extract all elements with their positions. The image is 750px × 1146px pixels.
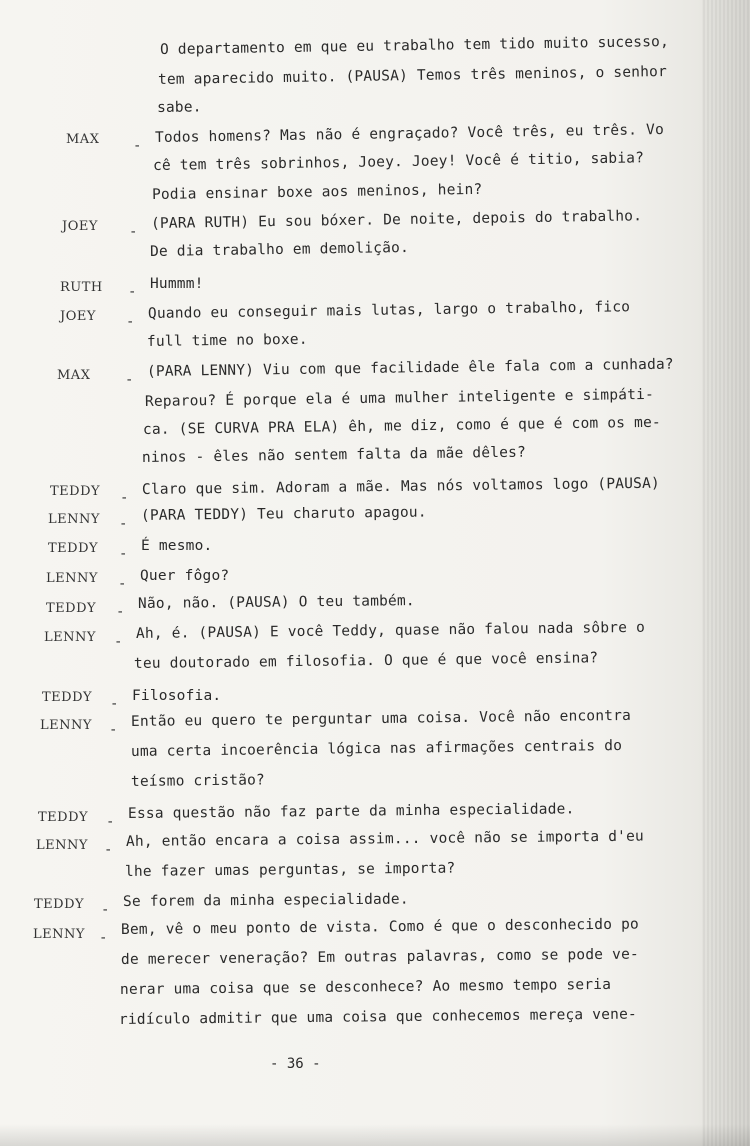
dialogue-line: Reparou? É porque ela é uma mulher inteligente e simpáti- xyxy=(144,386,655,410)
dialogue-line: Filosofia. xyxy=(132,688,222,704)
page-edge-shadow xyxy=(702,0,750,1146)
dialogue-line: Quer fôgo? xyxy=(140,568,230,584)
speaker-dash: - xyxy=(133,138,142,154)
dialogue-line: (PARA LENNY) Viu com que facilidade êle fala com a cunhada? xyxy=(146,356,674,380)
speaker-dash: - xyxy=(128,284,137,300)
speaker-name: JOEY xyxy=(62,219,98,234)
dialogue-line: Essa questão não faz parte da minha especialidade. xyxy=(127,801,575,822)
dialogue-line: lhe fazer umas perguntas, se importa? xyxy=(124,860,456,880)
speaker-name: LENNY xyxy=(46,571,98,586)
dialogue-line: Ah, então encara a coisa assim... você não se importa d'eu xyxy=(125,828,644,850)
speaker-name: MAX xyxy=(57,368,91,383)
dialogue-line: Não, não. (PAUSA) O teu também. xyxy=(137,593,415,612)
dialogue-line: Hummm! xyxy=(150,276,204,292)
speaker-name: TEDDY xyxy=(48,541,99,556)
speaker-dash: - xyxy=(109,722,118,738)
dialogue-line: O departamento em que eu trabalho tem tido muito sucesso, xyxy=(159,34,670,58)
dialogue-line: uma certa incoerência lógica nas afirmações centrais do xyxy=(130,738,623,760)
dialogue-line: sabe. xyxy=(156,99,202,116)
page-number: - 36 - xyxy=(270,1056,321,1072)
speaker-name: LENNY xyxy=(33,927,85,942)
dialogue-line: Ah, é. (PAUSA) E você Teddy, quase não falou nada sôbre o xyxy=(135,619,646,642)
speaker-dash: - xyxy=(116,604,125,620)
speaker-name: MAX xyxy=(66,132,100,147)
dialogue-line: (PARA RUTH) Eu sou bóxer. De noite, depois do trabalho. xyxy=(150,208,643,232)
speaker-dash: - xyxy=(119,516,128,532)
dialogue-line: Então eu quero te perguntar uma coisa. Você não encontra xyxy=(130,707,632,730)
speaker-name: LENNY xyxy=(48,512,100,527)
dialogue-line: Claro que sim. Adoram a mãe. Mas nós voltamos logo (PAUSA) xyxy=(141,475,660,498)
dialogue-line: Se forem da minha especialidade. xyxy=(122,891,409,910)
speaker-dash: - xyxy=(120,490,129,506)
speaker-name: JOEY xyxy=(60,309,96,324)
dialogue-line: de merecer veneração? Em outras palavras, como se pode ve- xyxy=(120,946,639,968)
dialogue-line: Todos homens? Mas não é engraçado? Você três, eu três. Vo xyxy=(154,122,665,146)
speaker-name: TEDDY xyxy=(38,810,89,825)
dialogue-line: É mesmo. xyxy=(141,538,213,554)
speaker-name: LENNY xyxy=(36,838,88,853)
speaker-dash: - xyxy=(126,314,135,330)
dialogue-line: teu doutorado em filosofia. O que é que você ensina? xyxy=(133,650,599,672)
dialogue-line: (PARA TEDDY) Teu charuto apagou. xyxy=(140,504,427,524)
speaker-dash: - xyxy=(125,372,134,388)
speaker-dash: - xyxy=(119,546,128,562)
speaker-name: RUTH xyxy=(60,280,103,295)
speaker-name: LENNY xyxy=(40,718,92,733)
speaker-dash: - xyxy=(118,576,127,592)
dialogue-line: ridículo admitir que uma coisa que conhecemos mereça vene- xyxy=(118,1006,637,1028)
page-bottom-shadow xyxy=(0,1124,750,1146)
speaker-dash: - xyxy=(110,696,119,712)
dialogue-line: full time no boxe. xyxy=(146,331,308,350)
dialogue-line: teísmo cristão? xyxy=(130,772,266,790)
speaker-dash: - xyxy=(114,634,123,650)
speaker-dash: - xyxy=(106,814,115,830)
speaker-dash: - xyxy=(99,930,108,946)
speaker-name: TEDDY xyxy=(42,690,93,705)
dialogue-line: tem aparecido muito. (PAUSA) Temos três meninos, o senhor xyxy=(157,64,668,88)
dialogue-line: ninos - êles não sentem falta da mãe dêles? xyxy=(141,444,527,466)
dialogue-line: ca. (SE CURVA PRA ELA) êh, me diz, como é que é com os me- xyxy=(142,414,661,438)
dialogue-line: Podia ensinar boxe aos meninos, hein? xyxy=(151,181,483,203)
speaker-name: TEDDY xyxy=(46,601,97,616)
speaker-dash: - xyxy=(129,224,138,240)
speaker-dash: - xyxy=(104,842,113,858)
speaker-name: TEDDY xyxy=(50,484,101,499)
speaker-dash: - xyxy=(101,902,110,918)
dialogue-line: cê tem três sobrinhos, Joey. Joey! Você é titio, sabia? xyxy=(152,150,645,174)
dialogue-line: Quando eu conseguir mais lutas, largo o trabalho, fico xyxy=(147,299,631,322)
dialogue-line: nerar uma coisa que se desconhece? Ao mesmo tempo seria xyxy=(119,976,612,998)
dialogue-line: Bem, vê o meu ponto de vista. Como é que o desconhecido po xyxy=(120,916,639,938)
speaker-name: TEDDY xyxy=(34,897,85,912)
speaker-name: LENNY xyxy=(44,630,96,645)
dialogue-line: De dia trabalho em demolição. xyxy=(149,239,410,260)
